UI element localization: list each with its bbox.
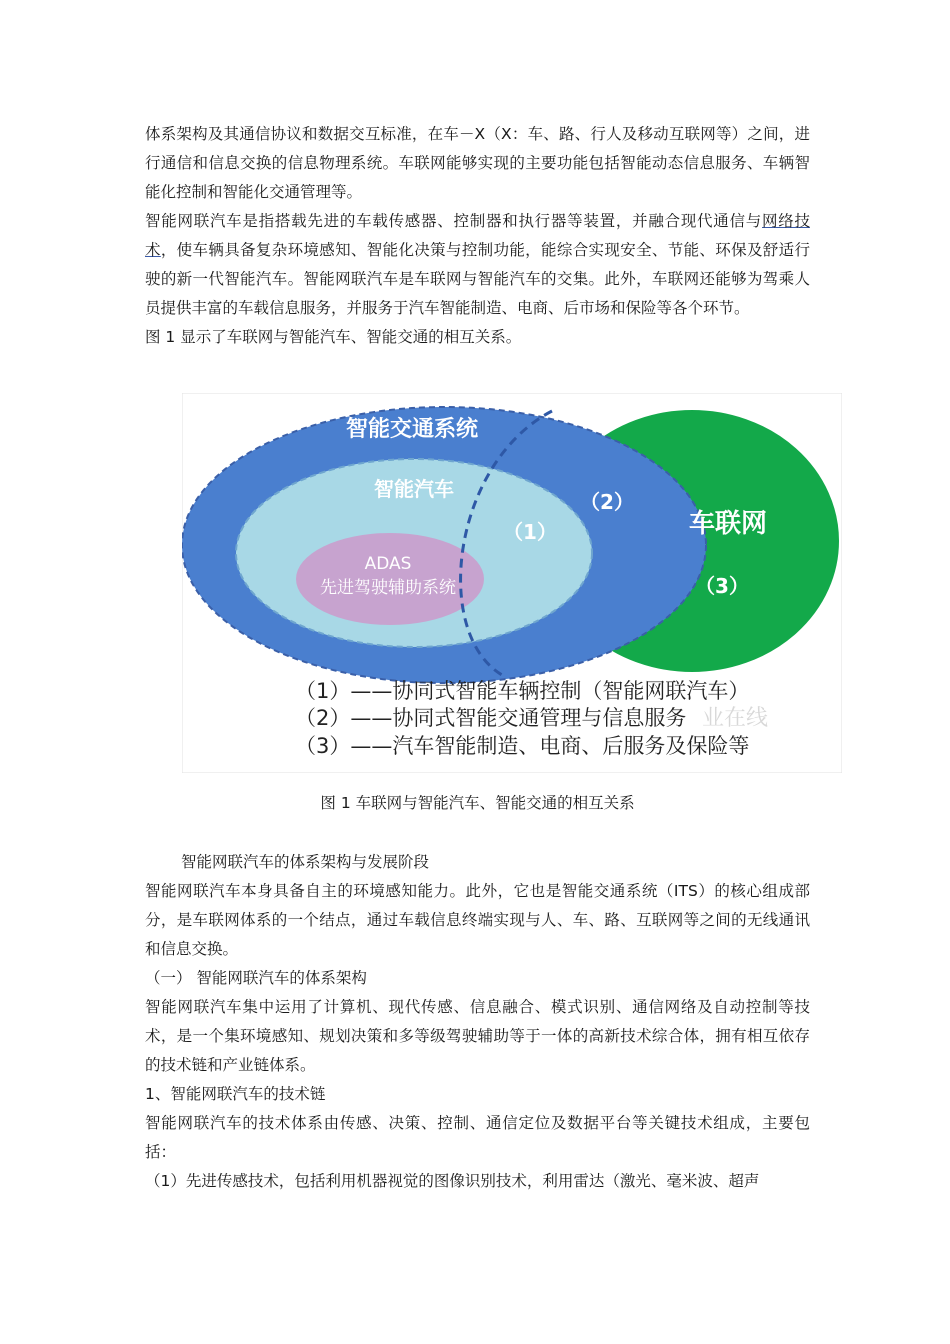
paragraph-tech-chain: 智能网联汽车的技术体系由传感、决策、控制、通信定位及数据平台等关键技术组成，主要包括：	[145, 1114, 810, 1161]
paragraph-icv-part1: 智能网联汽车是指搭载先进的车载传感器、控制器和执行器等装置，并融合现代通信与	[145, 212, 762, 230]
adas-label-line2: 先进驾驶辅助系统	[320, 578, 456, 598]
adas-label-line1: ADAS	[364, 554, 412, 574]
legend-item-3: （3）——汽车智能制造、电商、后服务及保险等	[295, 734, 750, 758]
legend-item-2: （2）——协同式智能交通管理与信息服务	[295, 706, 687, 730]
its-label: 智能交通系统	[345, 417, 479, 442]
ivn-label: 车联网	[688, 509, 768, 539]
body-text-bottom	[145, 848, 810, 1196]
paragraph-icv-part2: ，使车辆具备复杂环境感知、智能化决策与控制功能，能综合实现安全、节能、环保及舒适行驶的新一代智能汽车。智能网联汽车是车联网与智能汽车的交集。此外，车联网还能够为驾乘人员提供丰富的车载信息服务，并服务于汽车智能制造、电商、后市场和保险等各个环节。	[145, 241, 810, 317]
watermark: 业在线	[702, 706, 769, 731]
paragraph-icv-its: 智能网联汽车本身具备自主的环境感知能力。此外，它也是智能交通系统（ITS）的核心组成部分，是车联网体系的一个结点，通过车载信息终端实现与人、车、路、互联网等之间的无线通讯和信息交换。	[145, 882, 810, 958]
section-heading: 智能网联汽车的体系架构与发展阶段	[181, 853, 430, 871]
paragraph-architecture: 智能网联汽车集中运用了计算机、现代传感、信息融合、模式识别、通信网络及自动控制等技术，是一个集环境感知、规划决策和多等级驾驶辅助等于一体的高新技术综合体，拥有相互依存的技术链和产业链体系。	[145, 998, 810, 1074]
legend-item-1: （1）——协同式智能车辆控制（智能网联汽车）	[295, 679, 750, 703]
subheading-architecture: （一） 智能网联汽车的体系架构	[145, 969, 367, 987]
region1-label: （1）	[503, 520, 557, 544]
figure-intro: 图 1 显示了车联网与智能汽车、智能交通的相互关系。	[145, 328, 522, 346]
region3-label: （3）	[695, 574, 749, 598]
figure-venn-diagram	[182, 393, 842, 773]
region2-label: （2）	[580, 490, 634, 514]
paragraph-sensing-tech: （1）先进传感技术，包括利用机器视觉的图像识别技术，利用雷达（激光、毫米波、超声	[145, 1172, 760, 1190]
subheading-tech-chain: 1、智能网联汽车的技术链	[145, 1085, 326, 1103]
network-tech-link[interactable]: 网络技术	[145, 212, 810, 259]
figure-caption: 图 1 车联网与智能汽车、智能交通的相互关系	[320, 794, 635, 812]
venn-diagram-svg	[182, 393, 842, 773]
paragraph-ivn-definition: 体系架构及其通信协议和数据交互标准，在车－X（X：车、路、行人及移动互联网等）之间，进行通信和信息交换的信息物理系统。车联网能够实现的主要功能包括智能动态信息服务、车辆智能化控制和智能化交通管理等。	[145, 125, 810, 201]
smart-car-label: 智能汽车	[374, 477, 454, 501]
body-text-top	[145, 120, 810, 352]
paragraph-icv-definition	[145, 207, 810, 323]
